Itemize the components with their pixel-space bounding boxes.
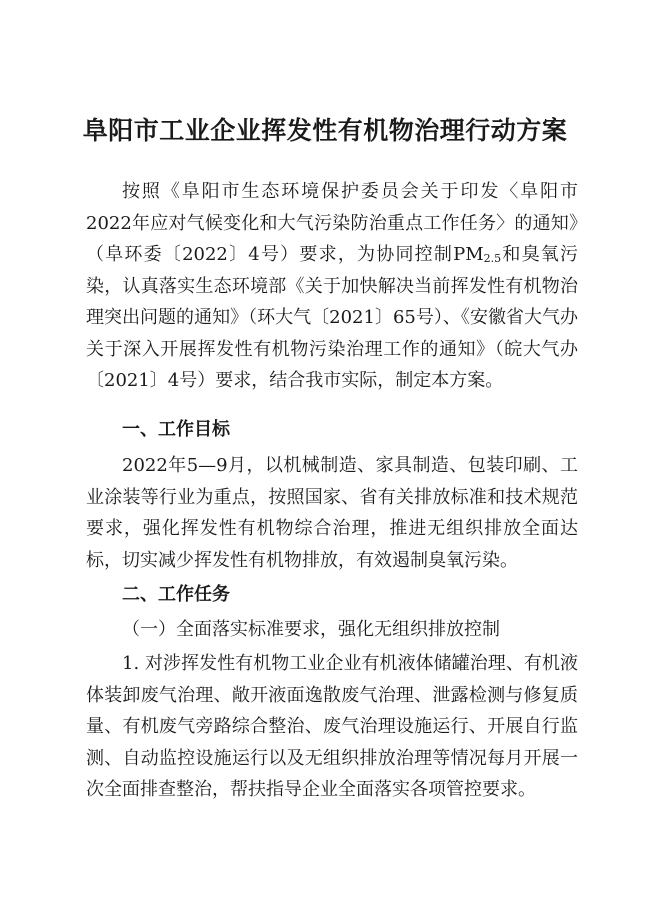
task-item-1-paragraph: 1. 对涉挥发性有机物工业企业有机液体储罐治理、有机液体装卸废气治理、敞开液面逸散废气治理、泄露检测与修复质量、有机废气旁路综合整治、废气治理设施运行、开展自行监测、自动监控设施运行以及无组织排放治理等情况每月开展一次全面排查整治，帮扶指导企业全面落实各项管控要求。 — [86, 653, 578, 800]
intro-paragraph — [86, 176, 578, 397]
document-title: 阜阳市工业企业挥发性有机物治理行动方案 — [82, 116, 568, 145]
section-heading-tasks: 二、工作任务 — [122, 584, 230, 605]
subsection-heading-standards: （一）全面落实标准要求，强化无组织排放控制 — [122, 619, 500, 640]
section-heading-goals: 一、工作目标 — [122, 419, 230, 440]
goals-paragraph: 2022年5—9月，以机械制造、家具制造、包装印刷、工业涂装等行业为重点，按照国家、省有关排放标准和技术规范要求，强化挥发性有机物综合治理，推进无组织排放全面达标，切实减少挥发性有机物排放，有效遏制臭氧污染。 — [86, 455, 578, 571]
pm-subscript: 2.5 — [483, 252, 502, 265]
intro-text-part2: 和臭氧污染，认真落实生态环境部《关于加快解决当前挥发性有机物治理突出问题的通知》（环大气〔2021〕65号）、《安徽省大气办关于深入开展挥发性有机物污染治理工作的通知》（皖大气办〔2021〕4号）要求，结合我市实际，制定本方案。 — [86, 244, 578, 391]
intro-text-part1: 按照《阜阳市生态环境保护委员会关于印发〈阜阳市2022年应对气候变化和大气污染防治重点工作任务〉的通知》（阜环委〔2022〕4号）要求，为协同控制PM — [86, 181, 578, 265]
